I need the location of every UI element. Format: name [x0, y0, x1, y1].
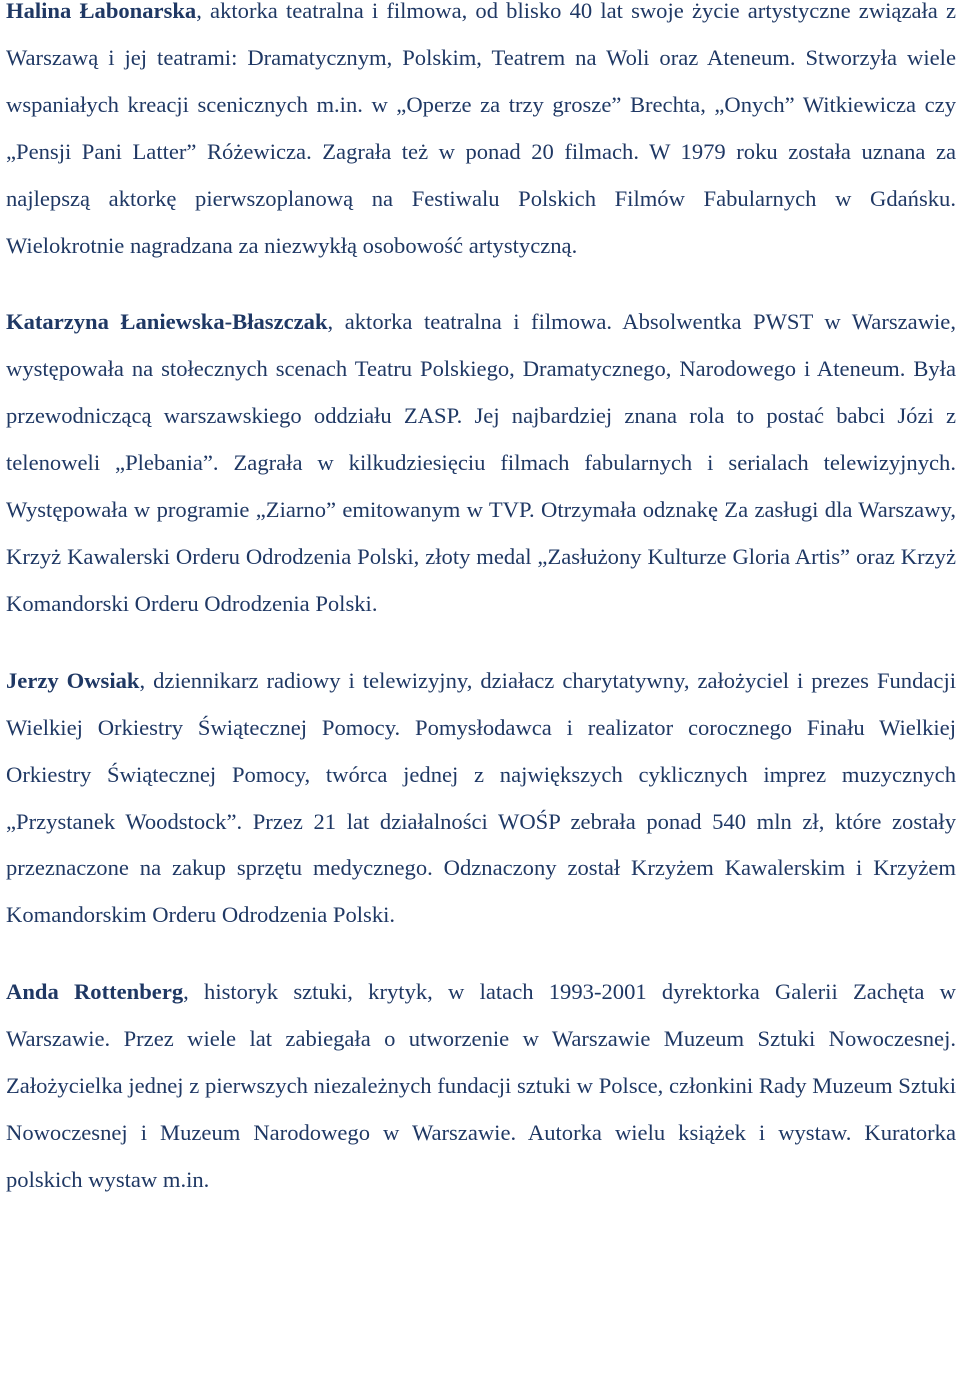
bio-paragraph-owsiak	[6, 658, 956, 939]
bio-name: Katarzyna Łaniewska-Błaszczak	[6, 309, 328, 335]
document-page	[6, 0, 956, 1204]
bio-paragraph-rottenberg	[6, 969, 956, 1204]
bio-text: , aktorka teatralna i filmowa. Absolwentka PWST w Warszawie, występowała na stołecznych scenach Teatru Polskiego, Dramatycznego, Narodowego i Ateneum. Była przewodniczącą warszawskiego oddziału ZASP. Jej najbardziej znana rola to postać babci Józi z telenoweli „Plebania”. Zagrała w kilkudziesięciu filmach fabularnych i serialach telewizyjnych. Występowała w programie „Ziarno” emitowanym w TVP. Otrzymała odznakę Za zasługi dla Warszawy, Krzyż Kawalerski Orderu Odrodzenia Polski, złoty medal „Zasłużony Kulturze Gloria Artis” oraz Krzyż Komandorski Orderu Odrodzenia Polski.	[6, 309, 956, 616]
bio-text: , historyk sztuki, krytyk, w latach 1993-2001 dyrektorka Galerii Zachęta w Warszawie. Przez wiele lat zabiegała o utworzenie w Warszawie Muzeum Sztuki Nowoczesnej. Założycielka jednej z pierwszych niezależnych fundacji sztuki w Polsce, członkini Rady Muzeum Sztuki Nowoczesnej i Muzeum Narodowego w Warszawie. Autorka wielu książek i wystaw. Kuratorka polskich wystaw m.in.	[6, 979, 956, 1192]
bio-text: , dziennikarz radiowy i telewizyjny, działacz charytatywny, założyciel i prezes Fundacji Wielkiej Orkiestry Świątecznej Pomocy. Pomysłodawca i realizator corocznego Finału Wielkiej Orkiestry Świątecznej Pomocy, twórca jednej z największych cyklicznych imprez muzycznych „Przystanek Woodstock”. Przez 21 lat działalności WOŚP zebrała ponad 540 mln zł, które zostały przeznaczone na zakup sprzętu medycznego. Odznaczony został Krzyżem Kawalerskim i Krzyżem Komandorskim Orderu Odrodzenia Polski.	[6, 667, 957, 928]
bio-name: Jerzy Owsiak	[6, 667, 140, 693]
bio-paragraph-labonarska	[6, 0, 956, 269]
bio-name: Anda Rottenberg	[6, 979, 184, 1005]
bio-text: , aktorka teatralna i filmowa, od blisko 40 lat swoje życie artystyczne związała z Warszawą i jej teatrami: Dramatycznym, Polskim, Teatrem na Woli oraz Ateneum. Stworzyła wiele wspaniałych kreacji scenicznych m.in. w „Operze za trzy grosze” Brechta, „Onych” Witkiewicza czy „Pensji Pani Latter” Różewicza. Zagrała też w ponad 20 filmach. W 1979 roku została uznana za najlepszą aktorkę pierwszoplanową na Festiwalu Polskich Filmów Fabularnych w Gdańsku. Wielokrotnie nagradzana za niezwykłą osobowość artystyczną.	[6, 0, 956, 258]
bio-name: Halina Łabonarska	[6, 0, 197, 23]
bio-paragraph-laniewska	[6, 299, 956, 627]
